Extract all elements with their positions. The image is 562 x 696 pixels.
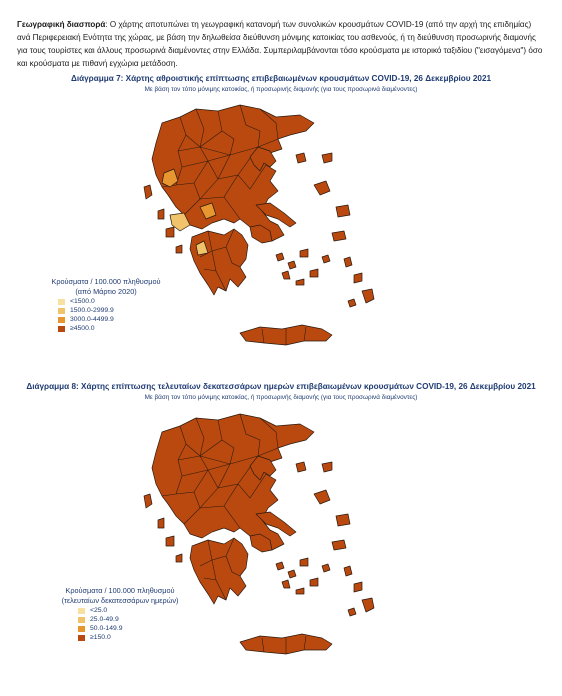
intro-paragraph — [17, 18, 545, 70]
legend-swatch — [58, 308, 65, 314]
legend-label: <1500.0 — [70, 298, 95, 305]
figure7-legend — [36, 277, 176, 333]
legend-item — [58, 297, 176, 306]
figure8-subtitle: Με βάση τον τόπο μόνιμης κατοικίας, ή προσωρινής διαμονής (για τους προσωρινά διαμένοντες) — [144, 394, 418, 401]
legend-swatch — [78, 626, 85, 632]
legend-title: Κρούσματα / 100.000 πληθυσμού — [51, 277, 161, 286]
figure7-subtitle: Με βάση τον τόπο μόνιμης κατοικίας, ή προσωρινής διαμονής (για τους προσωρινά διαμένοντες) — [144, 86, 418, 93]
legend-swatch — [58, 326, 65, 332]
legend-item — [78, 633, 190, 642]
legend-item — [78, 606, 190, 615]
figure8-title: Διάγραμμα 8: Χάρτης επίπτωσης τελευταίων δεκατεσσάρων ημερών επιβεβαιωμένων κρουσμάτων COVID-19, 26 Δεκεμβρίου 2021 — [26, 382, 536, 391]
legend-item — [58, 306, 176, 315]
legend-swatch — [78, 608, 85, 614]
legend-item — [78, 615, 190, 624]
legend-swatch — [58, 299, 65, 305]
legend-label: 25.0-49.9 — [90, 616, 119, 623]
legend-label: ≥4500.0 — [70, 325, 95, 332]
legend-swatch — [78, 617, 85, 623]
intro-text: : Ο χάρτης αποτυπώνει τη γεωγραφική κατανομή των συνολικών κρουσμάτων COVID-19 (από την αρχή της επιδημίας) ανά Περιφερειακή Ενότητα της χώρας, με βάση την δηλωθείσα διεύθυνση μόνιμης κατοικίας του ασθενούς, ή τη διεύθυνση προσωρινής διαμονής για τους τουρίστες και άλλους προσωρινά διαμένοντες στην Ελλάδα. Συμπεριλαμβάνονται τόσο κρούσματα με ιστορικό ταξιδίου ("εισαγόμενα") όσο και κρούσματα με πιθανή εγχώρια μετάδοση. — [17, 20, 543, 69]
legend-label: <25.0 — [90, 607, 108, 614]
legend-label: 1500.0-2999.9 — [70, 307, 114, 314]
legend-label: 50.0-149.9 — [90, 625, 123, 632]
greece-mainland — [144, 105, 374, 345]
figure8-legend — [50, 586, 190, 642]
legend-swatch — [58, 317, 65, 323]
legend-item — [58, 315, 176, 324]
legend-label: 3000.0-4499.9 — [70, 316, 114, 323]
legend-subtitle: (τελευταίων δεκατεσσάρων ημερών) — [61, 596, 179, 605]
legend-item — [78, 624, 190, 633]
figure7-title: Διάγραμμα 7: Χάρτης αθροιστικής επίπτωσης επιβεβαιωμένων κρουσμάτων COVID-19, 26 Δεκεμβρίου 2021 — [70, 74, 492, 83]
legend-label: ≥150.0 — [90, 634, 111, 641]
legend-subtitle: (από Μάρτιο 2020) — [75, 287, 137, 296]
legend-title: Κρούσματα / 100.000 πληθυσμού — [65, 586, 175, 595]
intro-heading: Γεωγραφική διασπορά — [17, 20, 106, 29]
legend-swatch — [78, 635, 85, 641]
legend-item — [58, 324, 176, 333]
